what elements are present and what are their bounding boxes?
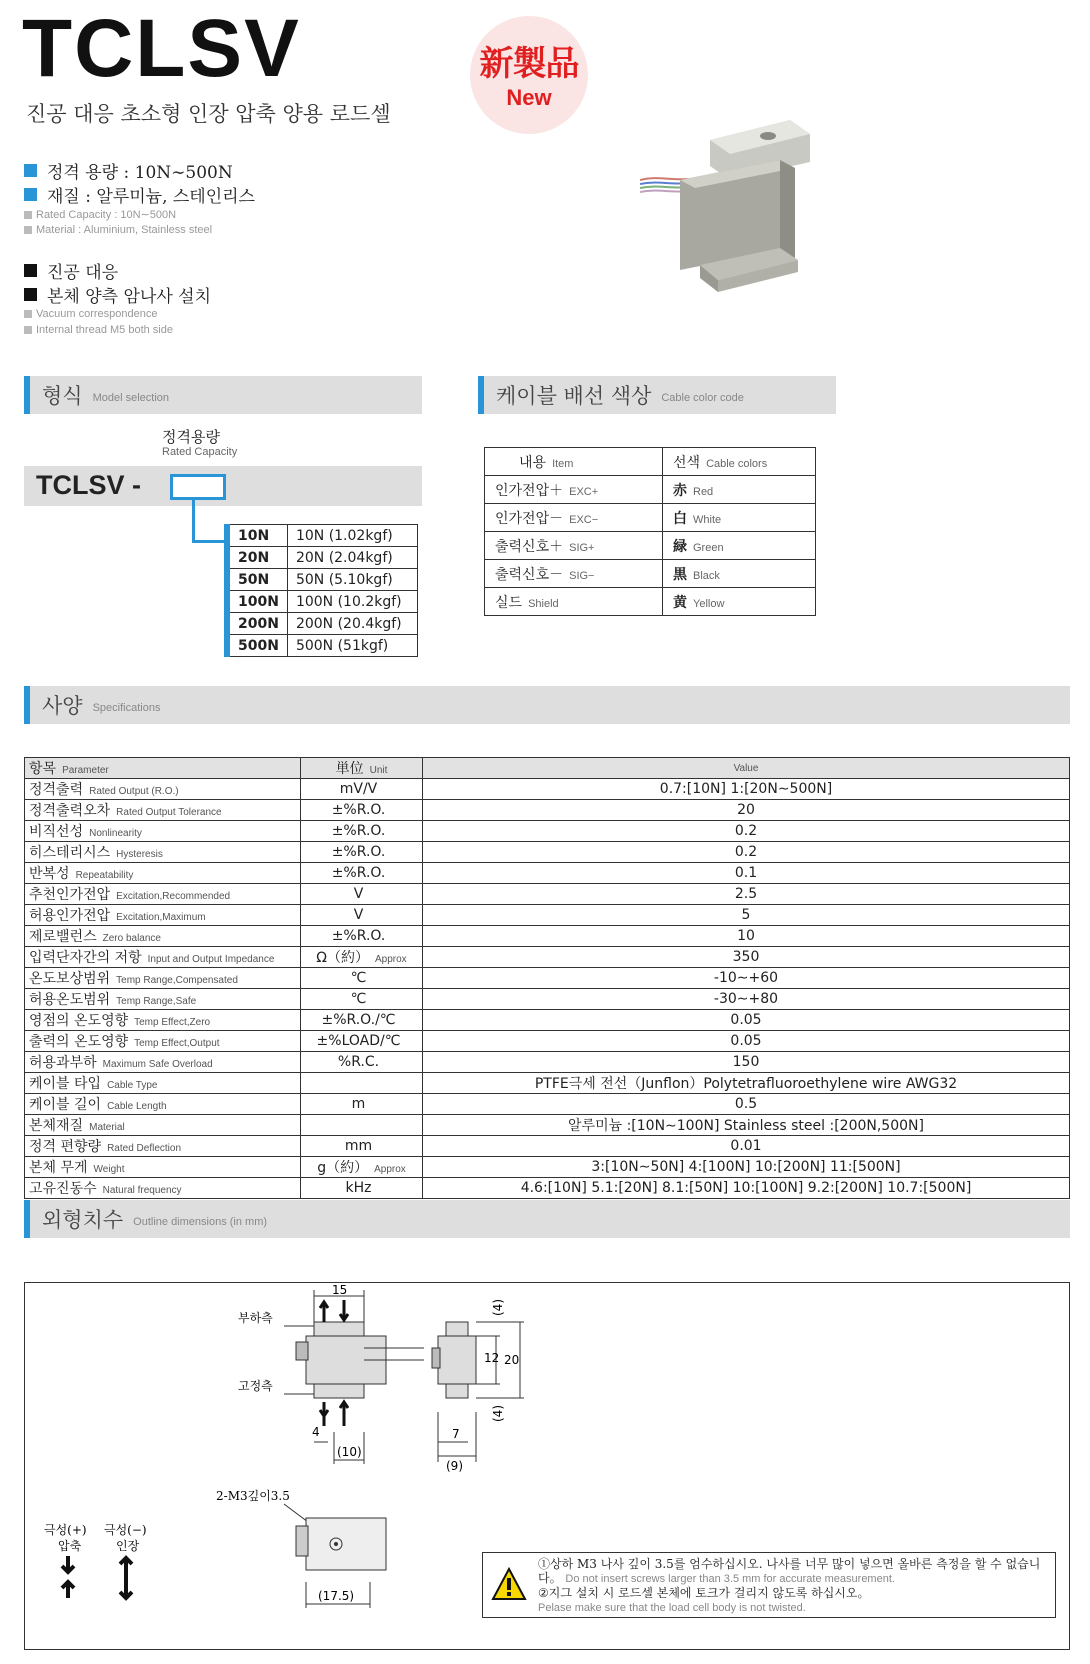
table-row: 추천인가전압 Excitation,Recommended V 2.5 (25, 884, 1070, 905)
feature-thread-en: Internal thread M5 both side (24, 324, 173, 336)
feature-material-en: Material : Aluminium, Stainless steel (24, 224, 212, 236)
dim-section-header: 외형치수 Outline dimensions (in mm) (24, 1200, 1070, 1238)
table-row: 제로밸런스 Zero balance ±%R.O. 10 (25, 926, 1070, 947)
model-prefix: TCLSV - (36, 470, 141, 500)
dim-4-top: (4) (491, 1299, 505, 1316)
rated-capacity-label-en: Rated Capacity (162, 446, 238, 458)
product-subtitle: 진공 대응 초소형 인장 압축 양용 로드셀 (26, 102, 391, 126)
feature-capacity (24, 158, 233, 183)
bullet-icon (24, 288, 37, 301)
tension-label: 인장 (116, 1539, 140, 1553)
dim-4: 4 (312, 1425, 320, 1439)
table-row: 인가전압＋ EXC+ 赤 Red (485, 476, 816, 504)
bullet-icon (24, 264, 37, 277)
table-row (227, 547, 417, 569)
caution-text: ①상하 M3 나사 깊이 3.5를 엄수하십시오. 나사를 너무 많이 넣으면 올바른 측정을 할 수 없습니다。 Do not insert screws larger than 3.5 mm for accurate measurement. ②지그 설치 시 로드셀 본체에 토크가 걸리지 않도록 하십시오。 Pelase make sure that the load cell body is not twisted. (538, 1557, 1041, 1614)
fixed-side-label: 고정측 (238, 1379, 273, 1393)
capacity-value: 500N (51kgf) (287, 635, 417, 657)
product-title: TCLSV (22, 3, 301, 94)
table-row: 케이블 길이 Cable Length m 0.5 (25, 1094, 1070, 1115)
dim-20: 20 (504, 1353, 520, 1367)
table-row: 입력단자간의 저항 Input and Output Impedance Ω（約） Approx 350 (25, 947, 1070, 968)
table-row: 출력의 온도영향 Temp Effect,Output ±%LOAD/℃ 0.05 (25, 1031, 1070, 1052)
new-label: New (506, 85, 552, 110)
table-row (227, 569, 417, 591)
capacity-value: 20N (2.04kgf) (287, 547, 417, 569)
dim-4-bottom: (4) (491, 1405, 505, 1422)
capacity-table (224, 524, 418, 657)
table-header-row: 내용 Item 선색 Cable colors (485, 448, 816, 476)
table-row: 인가전압－ EXC− 白 White (485, 504, 816, 532)
table-row: 반복성 Repeatability ±%R.O. 0.1 (25, 863, 1070, 884)
table-row: 본체 무게 Weight g（約） Approx 3:[10N∼50N] 4:[100N] 10:[200N] 11:[500N] (25, 1157, 1070, 1178)
table-row: 허용인가전압 Excitation,Maximum V 5 (25, 905, 1070, 926)
bullet-icon (24, 164, 37, 177)
capacity-code: 200N (227, 613, 287, 635)
rated-capacity-label: 정격용량 (162, 428, 220, 446)
bullet-icon (24, 188, 37, 201)
model-section-header: 형식 Model selection (24, 376, 422, 414)
capacity-code: 10N (227, 525, 287, 547)
connector-line (192, 540, 226, 543)
spec-section-header: 사양 Specifications (24, 686, 1070, 724)
capacity-value: 50N (5.10kgf) (287, 569, 417, 591)
capacity-code-box (170, 474, 226, 500)
table-row: 실드 Shield 黄 Yellow (485, 588, 816, 616)
table-row: 정격출력오차 Rated Output Tolerance ±%R.O. 20 (25, 800, 1070, 821)
capacity-code: 50N (227, 569, 287, 591)
compression-arrow-icon (62, 1556, 74, 1572)
feature-material (24, 182, 255, 207)
load-side-label: 부하측 (238, 1311, 273, 1325)
cable-section-header: 케이블 배선 색상 Cable color code (478, 376, 836, 414)
table-row: 히스테리시스 Hysteresis ±%R.O. 0.2 (25, 842, 1070, 863)
table-row: 영점의 온도영향 Temp Effect,Zero ±%R.O./℃ 0.05 (25, 1010, 1070, 1031)
table-row (227, 525, 417, 547)
dim-15: 15 (332, 1283, 348, 1297)
dim-7: 7 (452, 1427, 460, 1441)
table-header-row: 항목 Parameter 単位 Unit Value (25, 758, 1070, 779)
dim-10: (10) (337, 1445, 362, 1459)
table-row: 온도보상범위 Temp Range,Compensated ℃ -10∼+60 (25, 968, 1070, 989)
new-product-kanji: 新製品 (479, 44, 579, 84)
table-row: 고유진동수 Natural frequency kHz 4.6:[10N] 5.1:[20N] 8.1:[50N] 10:[100N] 9.2:[200N] 10.7:[500N] (25, 1178, 1070, 1199)
feature-thread: 본체 양측 암나사 설치 (24, 282, 211, 307)
capacity-value: 10N (1.02kgf) (287, 525, 417, 547)
table-row: 출력신호－ SIG− 黒 Black (485, 560, 816, 588)
table-row: 비직선성 Nonlinearity ±%R.O. 0.2 (25, 821, 1070, 842)
compression-label: 압축 (58, 1539, 82, 1553)
tension-arrow-icon (120, 1558, 132, 1598)
table-row: 허용과부하 Maximum Safe Overload %R.C. 150 (25, 1052, 1070, 1073)
warning-icon (491, 1567, 527, 1601)
feature-capacity-en: Rated Capacity : 10N∼500N (24, 208, 176, 221)
feature-text: 재질 : 알루미늄, 스테인리스 (47, 187, 255, 207)
table-row (227, 591, 417, 613)
polarity-plus: 극성(+) (44, 1523, 87, 1537)
table-row: 허용온도범위 Temp Range,Safe ℃ -30∼+80 (25, 989, 1070, 1010)
feature-text: 정격 용량 : 10N∼500N (47, 163, 233, 183)
dim-17-5: (17.5) (318, 1589, 355, 1603)
new-product-badge (470, 16, 588, 134)
table-row: 케이블 타입 Cable Type PTFE극세 전선（Junflon）Polytetrafluoroethylene wire AWG32 (25, 1073, 1070, 1094)
capacity-value: 100N (10.2kgf) (287, 591, 417, 613)
capacity-code: 20N (227, 547, 287, 569)
capacity-value: 200N (20.4kgf) (287, 613, 417, 635)
table-row: 정격출력 Rated Output (R.O.) mV/V 0.7:[10N] 1:[20N∼500N] (25, 779, 1070, 800)
connector-line (192, 500, 195, 542)
capacity-code: 100N (227, 591, 287, 613)
table-row: 본체재질 Material 알루미늄 :[10N∼100N] Stainless steel :[200N,500N] (25, 1115, 1070, 1136)
polarity-minus: 극성(−) (104, 1523, 147, 1537)
feature-vacuum: 진공 대응 (24, 258, 118, 283)
cable-color-table (484, 447, 816, 616)
dim-12: 12 (484, 1351, 500, 1365)
thread-label: 2-M3깊이3.5 (216, 1489, 290, 1503)
table-row: 정격 편향량 Rated Deflection mm 0.01 (25, 1136, 1070, 1157)
feature-vacuum-en: Vacuum correspondence (24, 308, 157, 320)
spec-table (24, 757, 1070, 1199)
table-row: 출력신호＋ SIG+ 緑 Green (485, 532, 816, 560)
caution-note (482, 1552, 1056, 1618)
load-cell-photo (640, 120, 840, 295)
table-row (227, 613, 417, 635)
capacity-code: 500N (227, 635, 287, 657)
table-row (227, 635, 417, 657)
dim-9: (9) (446, 1459, 463, 1473)
